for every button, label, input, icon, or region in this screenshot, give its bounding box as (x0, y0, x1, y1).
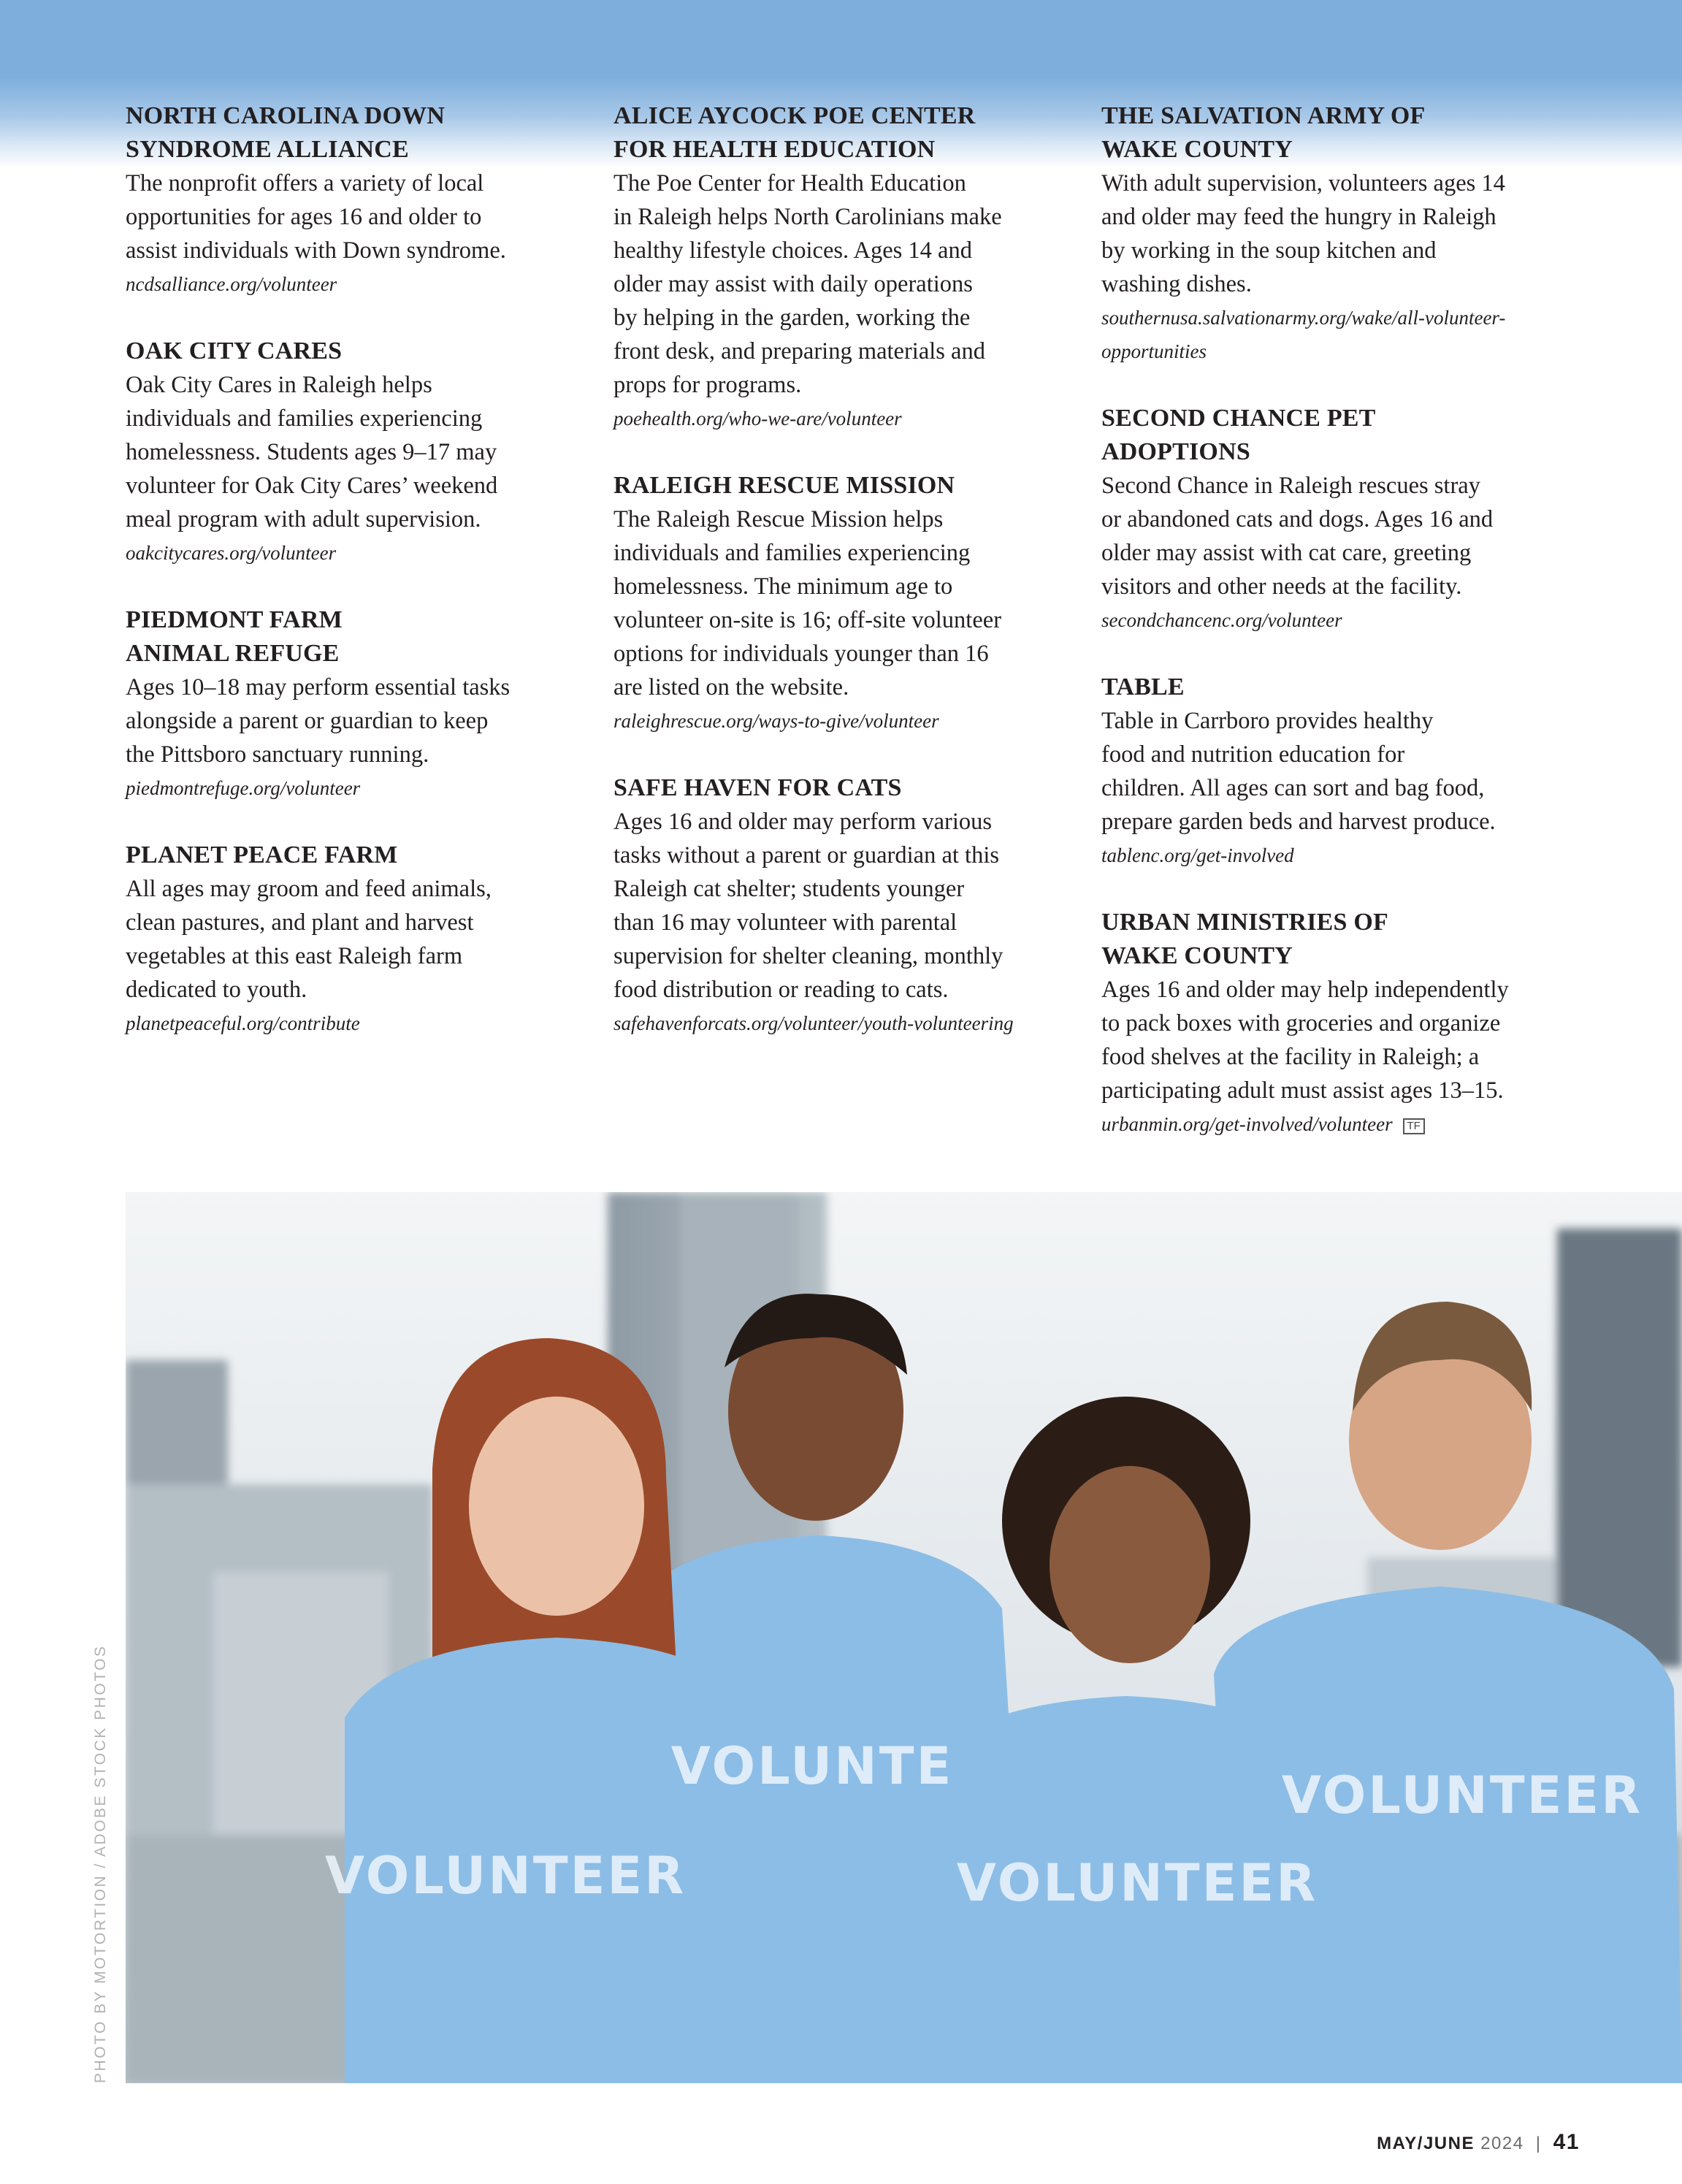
description-line: visitors and other needs at the facility. (1101, 573, 1462, 600)
listing-url-text[interactable]: safehavenforcats.org/volunteer/youth-volunteering (613, 1012, 1014, 1034)
listing-url[interactable] (613, 704, 1081, 738)
listing-title-line: RALEIGH RESCUE MISSION (613, 472, 955, 499)
listing-entry (1101, 671, 1569, 872)
listing-entry (1101, 99, 1569, 368)
listing-url[interactable] (613, 1007, 1081, 1040)
listing-url-text[interactable]: raleighrescue.org/ways-to-give/volunteer (613, 710, 939, 732)
listing-url[interactable] (1101, 1107, 1569, 1141)
listing-url[interactable]: southernusa.salvationarmy.org/wake/all-volunteer- (1101, 307, 1506, 329)
listing-entry (126, 603, 593, 805)
shirt-text-1: VOLUNTEER (324, 1846, 687, 1906)
listing-url-text[interactable]: tablenc.org/get-involved (1101, 844, 1294, 866)
listing-url-text[interactable]: planetpeaceful.org/contribute (126, 1012, 360, 1034)
listing-entry (126, 99, 593, 301)
listing-entry (1101, 906, 1569, 1141)
description-line: Second Chance in Raleigh rescues stray (1101, 473, 1480, 499)
listing-description (1101, 973, 1569, 1107)
listing-title (613, 469, 1081, 503)
description-line: food shelves at the facility in Raleigh; a (1101, 1044, 1480, 1070)
listing-description (613, 503, 1081, 704)
listing-title (1101, 671, 1569, 704)
listing-title-line: PLANET PEACE FARM (126, 841, 398, 868)
listing-title (126, 603, 593, 671)
listing-description (613, 167, 1081, 402)
description-line: volunteer on-site is 16; off-site volunteer (613, 607, 1002, 633)
listing-title-line: ANIMAL REFUGE (126, 640, 340, 667)
listing-description (1101, 704, 1569, 839)
description-line: are listed on the website. (613, 674, 849, 700)
description-line: children. All ages can sort and bag food, (1101, 775, 1485, 801)
listing-description (1101, 167, 1569, 301)
description-line: food and nutrition education for (1101, 741, 1405, 768)
description-line: older may assist with cat care, greeting (1101, 540, 1472, 566)
description-line: Table in Carrboro provides healthy (1101, 708, 1434, 734)
listing-description (126, 368, 593, 536)
listing-title-line: FOR HEALTH EDUCATION (613, 136, 936, 163)
issue-month: MAY/JUNE (1377, 2134, 1475, 2153)
description-line: the Pittsboro sanctuary running. (126, 741, 429, 768)
description-line: homelessness. Students ages 9–17 may (126, 439, 497, 465)
shirt-text-3: VOLUNTEER (956, 1853, 1318, 1913)
description-line: props for programs. (613, 372, 802, 398)
listing-entry (126, 839, 593, 1040)
listing-description (1101, 469, 1569, 603)
description-line: and older may feed the hungry in Raleigh (1101, 204, 1496, 230)
description-line: The Raleigh Rescue Mission helps (613, 506, 944, 532)
listing-url-text[interactable]: ncdsalliance.org/volunteer (126, 273, 337, 295)
listing-url-text[interactable]: secondchancenc.org/volunteer (1101, 609, 1342, 631)
description-line: individuals and families experiencing (613, 540, 971, 566)
description-line: volunteer for Oak City Cares’ weekend (126, 473, 498, 499)
description-line: by helping in the garden, working the (613, 305, 971, 331)
listing-url[interactable] (126, 536, 593, 570)
listing-title-line: PIEDMONT FARM (126, 606, 343, 633)
listing-url[interactable] (126, 267, 593, 301)
description-line: in Raleigh helps North Carolinians make (613, 204, 1002, 230)
column-3 (1101, 99, 1569, 1175)
listing-title (126, 99, 593, 167)
column-1 (126, 99, 593, 1074)
listing-title (1101, 402, 1569, 469)
listing-entry (1101, 402, 1569, 637)
listing-title-line: THE SALVATION ARMY OF (1101, 102, 1426, 129)
description-line: Oak City Cares in Raleigh helps (126, 372, 432, 398)
listing-url[interactable] (126, 771, 593, 805)
listing-entry (613, 99, 1081, 435)
description-line: individuals and families experiencing (126, 405, 483, 432)
listing-title (1101, 906, 1569, 973)
description-line: prepare garden beds and harvest produce. (1101, 809, 1496, 835)
description-line: vegetables at this east Raleigh farm (126, 943, 463, 969)
listing-url[interactable]: opportunities (1101, 340, 1207, 362)
shirt-text-2: VOLUNTE (670, 1736, 954, 1796)
description-line: The nonprofit offers a variety of local (126, 170, 484, 196)
listing-title-line: SECOND CHANCE PET (1101, 405, 1376, 432)
listing-title (613, 771, 1081, 805)
description-line: Ages 10–18 may perform essential tasks (126, 674, 511, 700)
description-line: clean pastures, and plant and harvest (126, 909, 474, 936)
description-line: Ages 16 and older may help independently (1101, 977, 1509, 1003)
description-line: to pack boxes with groceries and organize (1101, 1010, 1501, 1036)
description-line: assist individuals with Down syndrome. (126, 237, 506, 264)
description-line: front desk, and preparing materials and (613, 338, 985, 364)
listing-description (126, 167, 593, 267)
listing-title (1101, 99, 1569, 167)
description-line: The Poe Center for Health Education (613, 170, 966, 196)
description-line: Raleigh cat shelter; students younger (613, 876, 965, 902)
description-line: meal program with adult supervision. (126, 506, 481, 532)
description-line: All ages may groom and feed animals, (126, 876, 492, 902)
listing-title (613, 99, 1081, 167)
description-line: alongside a parent or guardian to keep (126, 708, 489, 734)
listing-entry (126, 335, 593, 570)
shirt-text-4: VOLUNTEER (1281, 1765, 1643, 1825)
listing-url-text[interactable]: oakcitycares.org/volunteer (126, 542, 337, 564)
photo-credit: PHOTO BY MOTORTION / ADOBE STOCK PHOTOS (92, 1644, 109, 2083)
listing-url-text[interactable]: piedmontrefuge.org/volunteer (126, 777, 361, 799)
listing-title-line: TABLE (1101, 673, 1185, 700)
listing-title-line: WAKE COUNTY (1101, 942, 1293, 969)
listing-title-line: SYNDROME ALLIANCE (126, 136, 409, 163)
listing-url[interactable] (1101, 839, 1569, 872)
listing-url-text[interactable]: urbanmin.org/get-involved/volunteer (1101, 1113, 1393, 1135)
listing-title-line: SAFE HAVEN FOR CATS (613, 774, 902, 801)
listing-description (126, 671, 593, 771)
listing-url[interactable] (126, 1007, 593, 1040)
description-line: options for individuals younger than 16 (613, 641, 989, 667)
issue-year: 2024 (1480, 2134, 1524, 2153)
description-line: than 16 may volunteer with parental (613, 909, 957, 936)
listing-title-line: WAKE COUNTY (1101, 136, 1293, 163)
description-line: dedicated to youth. (126, 977, 307, 1003)
description-line: washing dishes. (1101, 271, 1252, 297)
listing-description (613, 805, 1081, 1007)
listing-url[interactable] (1101, 603, 1569, 637)
column-2 (613, 99, 1081, 1074)
listing-title (126, 335, 593, 368)
listing-url[interactable] (613, 402, 1081, 435)
listing-url-text[interactable]: poehealth.org/who-we-are/volunteer (613, 408, 902, 429)
description-line: healthy lifestyle choices. Ages 14 and (613, 237, 972, 264)
description-line: food distribution or reading to cats. (613, 977, 949, 1003)
description-line: opportunities for ages 16 and older to (126, 204, 482, 230)
listing-title-line: URBAN MINISTRIES OF (1101, 909, 1388, 936)
description-line: participating adult must assist ages 13–15. (1101, 1077, 1504, 1104)
listing-entry (613, 469, 1081, 738)
listing-entry (613, 771, 1081, 1040)
listing-description (126, 872, 593, 1007)
description-line: Ages 16 and older may perform various (613, 809, 993, 835)
description-line: homelessness. The minimum age to (613, 573, 953, 600)
volunteers-photo (126, 1192, 1682, 2083)
description-line: With adult supervision, volunteers ages 14 (1101, 170, 1505, 196)
listing-title-line: ADOPTIONS (1101, 438, 1250, 465)
description-line: tasks without a parent or guardian at this (613, 842, 999, 868)
listing-title (126, 839, 593, 872)
footer-separator: | (1535, 2134, 1542, 2153)
listing-title-line: NORTH CAROLINA DOWN (126, 102, 446, 129)
description-line: or abandoned cats and dogs. Ages 16 and (1101, 506, 1494, 532)
description-line: older may assist with daily operations (613, 271, 973, 297)
end-mark-icon: TF (1403, 1118, 1425, 1134)
listing-title-line: OAK CITY CARES (126, 337, 343, 364)
page-number: 41 (1553, 2130, 1580, 2154)
description-line: by working in the soup kitchen and (1101, 237, 1437, 264)
listing-title-line: ALICE AYCOCK POE CENTER (613, 102, 976, 129)
page-footer (1377, 2130, 1580, 2155)
description-line: supervision for shelter cleaning, monthly (613, 943, 1004, 969)
